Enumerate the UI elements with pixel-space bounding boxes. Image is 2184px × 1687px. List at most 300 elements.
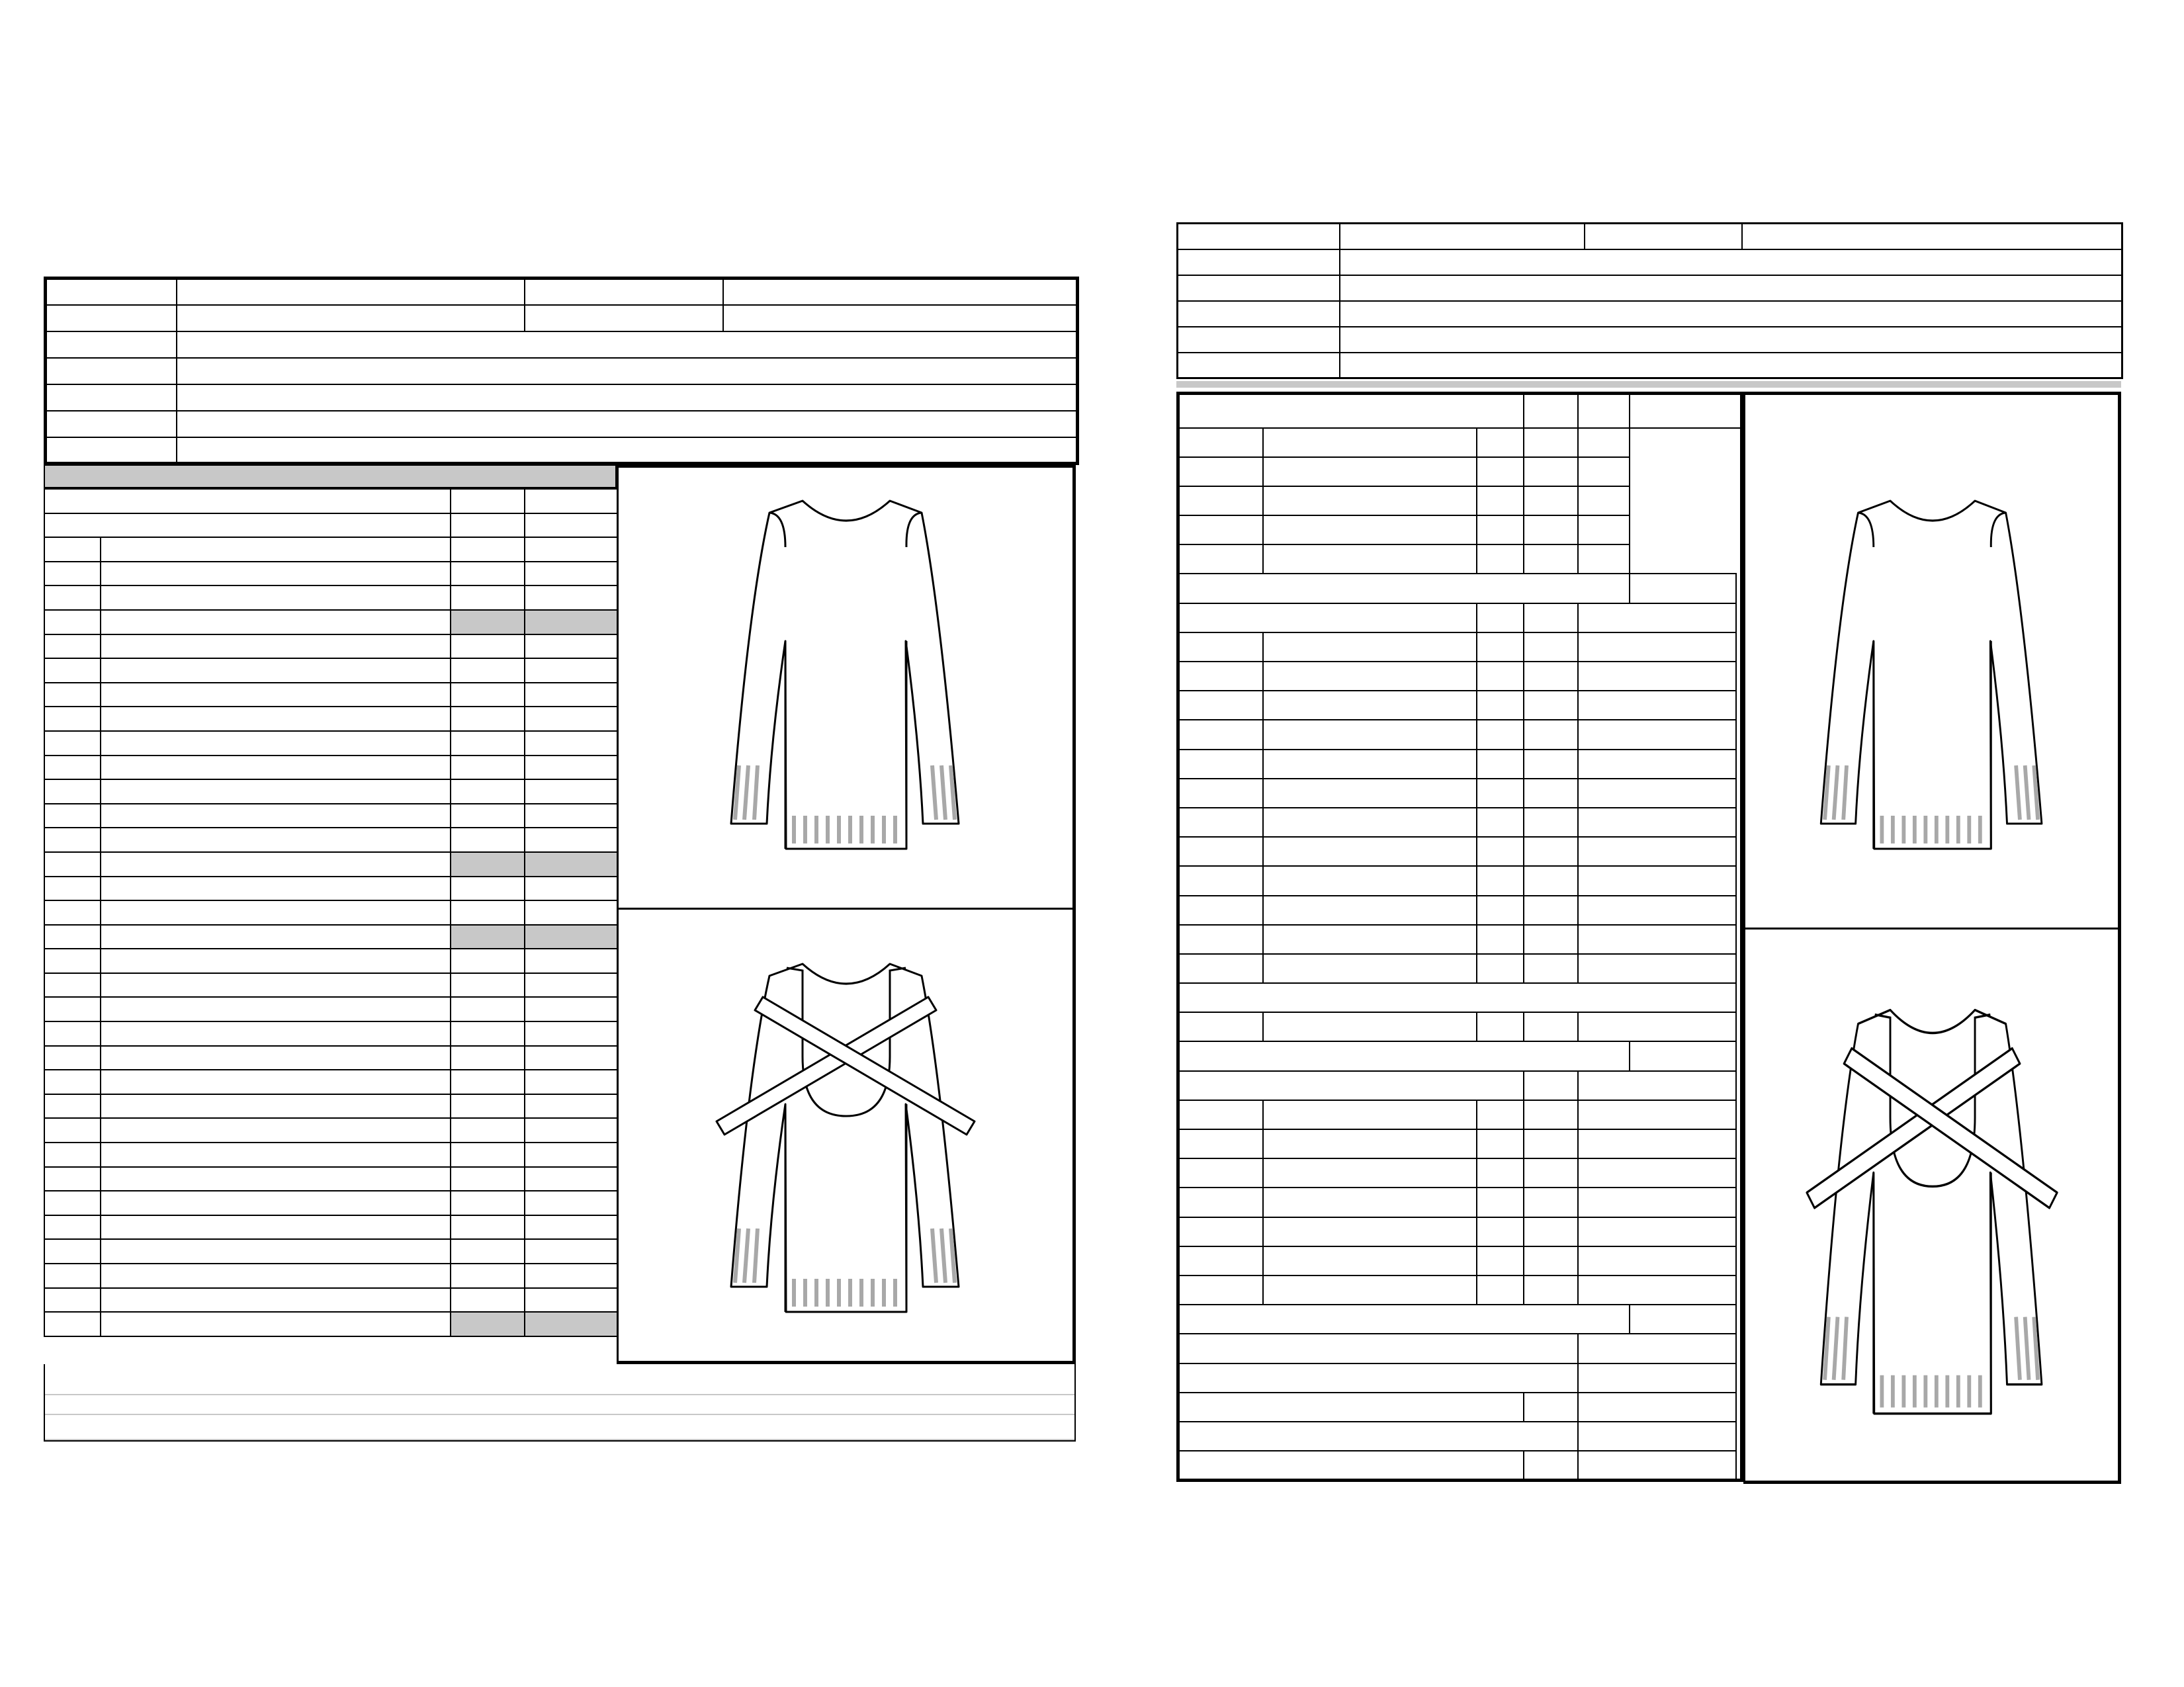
description-value[interactable]: [177, 358, 1078, 384]
trim-quantity[interactable]: [1477, 896, 1524, 925]
wash-quantity[interactable]: [1477, 1012, 1524, 1041]
fabric-label: [1178, 544, 1263, 574]
pom-tolerance[interactable]: [451, 1264, 525, 1288]
pom-tolerance[interactable]: [451, 900, 525, 925]
pom-original[interactable]: [525, 707, 617, 731]
pom-number: [44, 925, 101, 949]
pom-original[interactable]: [525, 779, 617, 804]
labor-row: [1178, 1158, 1742, 1188]
pom-original[interactable]: [525, 1046, 617, 1070]
trim-label: [1178, 808, 1263, 837]
wash-row: [1178, 1012, 1742, 1041]
fabric-description[interactable]: [1263, 486, 1477, 515]
pom-tolerance[interactable]: [451, 683, 525, 707]
fabric-amount: [1578, 486, 1630, 515]
misc-load-value[interactable]: [1578, 1334, 1736, 1363]
trim-label: [1178, 896, 1263, 925]
trim-description[interactable]: [1263, 954, 1477, 983]
wash-amount: [1578, 1012, 1736, 1041]
garment-description-value[interactable]: [1340, 301, 2122, 327]
sample-size-label: [46, 411, 177, 437]
labor-quantity[interactable]: [1477, 1129, 1524, 1158]
trim-amount: [1578, 896, 1736, 925]
misc-load-label: [1178, 1334, 1578, 1363]
cost-label-value[interactable]: [1340, 275, 2122, 301]
trim-quantity[interactable]: [1477, 720, 1524, 749]
cost-front-flat-box: [1745, 395, 2118, 930]
total-labor-label: [1178, 1305, 1630, 1334]
labor-description[interactable]: [1263, 1217, 1477, 1246]
pom-description: [101, 634, 451, 659]
season-label: [46, 305, 177, 331]
fabric-description[interactable]: [1263, 457, 1477, 486]
trim-description[interactable]: [1263, 691, 1477, 720]
total-cost-row: [1178, 1363, 1742, 1393]
fabric-unit-price[interactable]: [1524, 486, 1578, 515]
fabric-label: [1178, 428, 1263, 457]
tol-header: [451, 489, 525, 513]
trim-unit-price[interactable]: [1524, 720, 1578, 749]
labor-row: [1178, 1188, 1742, 1217]
pom-description: [101, 1070, 451, 1094]
pom-number: [44, 1288, 101, 1313]
trim-amount: [1578, 925, 1736, 954]
cost-label-label: [1178, 275, 1340, 301]
trim-unit-price[interactable]: [1524, 779, 1578, 808]
pom-original[interactable]: [525, 997, 617, 1021]
season-value[interactable]: [177, 305, 525, 331]
pom-number: [44, 1167, 101, 1191]
pom-row: [44, 804, 617, 828]
pom-number: [44, 1143, 101, 1167]
pom-row: [44, 877, 617, 901]
trim-unit-price[interactable]: [1524, 632, 1578, 662]
labor-description[interactable]: [1263, 1276, 1477, 1305]
pom-description: [101, 1215, 451, 1240]
labor-description[interactable]: [1263, 1246, 1477, 1276]
trim-quantity[interactable]: [1477, 837, 1524, 866]
pom-original[interactable]: [525, 658, 617, 683]
trim-label: [1178, 720, 1263, 749]
style-value[interactable]: [177, 279, 525, 305]
labor-price[interactable]: [1524, 1100, 1578, 1129]
fabric-unit[interactable]: [1477, 457, 1524, 486]
pom-original[interactable]: [525, 634, 617, 659]
trim-quantity[interactable]: [1477, 662, 1524, 691]
wash-price[interactable]: [1524, 1012, 1578, 1041]
pom-original[interactable]: [525, 610, 617, 634]
pom-number: [44, 731, 101, 756]
trim-description[interactable]: [1263, 925, 1477, 954]
cost-body: [1178, 394, 1742, 1481]
pom-original[interactable]: [525, 1239, 617, 1264]
pom-tolerance[interactable]: [451, 804, 525, 828]
fabric-amount: [1578, 428, 1630, 457]
trim-description[interactable]: [1263, 632, 1477, 662]
technical-designer-value[interactable]: [723, 305, 1078, 331]
pom-number: [44, 707, 101, 731]
pom-tolerance[interactable]: [451, 585, 525, 610]
garment-description-label: [1178, 301, 1340, 327]
labor-price[interactable]: [1524, 1158, 1578, 1188]
pom-tolerance[interactable]: [451, 1288, 525, 1313]
pom-row: [44, 562, 617, 586]
pom-original[interactable]: [525, 1215, 617, 1240]
pom-empty-row: [44, 1215, 617, 1240]
pom-tolerance[interactable]: [451, 1191, 525, 1215]
msrp-percent[interactable]: [1524, 1451, 1578, 1480]
pom-description: [101, 610, 451, 634]
trim-description[interactable]: [1263, 808, 1477, 837]
trim-amount: [1578, 662, 1736, 691]
pom-tolerance[interactable]: [451, 658, 525, 683]
trim-header-row: [1178, 603, 1742, 632]
fabric-description[interactable]: [1263, 515, 1477, 544]
pom-original[interactable]: [525, 828, 617, 852]
total-labor-row: [1178, 1305, 1742, 1334]
trim-unit-price[interactable]: [1524, 896, 1578, 925]
pom-original[interactable]: [525, 1312, 617, 1336]
pom-description: [101, 925, 451, 949]
cost-separator: [1176, 381, 2121, 388]
pom-original[interactable]: [525, 925, 617, 949]
fabric-unit-price[interactable]: [1524, 544, 1578, 574]
pom-original[interactable]: [525, 1191, 617, 1215]
pom-row: [44, 1070, 617, 1094]
labor-quantity[interactable]: [1477, 1246, 1524, 1276]
pom-tolerance[interactable]: [451, 1143, 525, 1167]
cost-style-value[interactable]: [1340, 224, 1585, 249]
pom-original[interactable]: [525, 585, 617, 610]
pom-description: [101, 1288, 451, 1313]
pom-number: [44, 949, 101, 973]
wash-description[interactable]: [1263, 1012, 1477, 1041]
pom-original[interactable]: [525, 731, 617, 756]
pom-original[interactable]: [525, 537, 617, 562]
remarks-line: [45, 1394, 1074, 1395]
fabric-unit[interactable]: [1477, 486, 1524, 515]
wash-label: [1178, 1012, 1263, 1041]
amount-header: [1630, 394, 1742, 428]
original-subheader: [525, 513, 617, 538]
cost-date-label: [1585, 224, 1742, 249]
trim-description[interactable]: [1263, 750, 1477, 779]
remarks-area[interactable]: [44, 1364, 1076, 1442]
trim-unit-price[interactable]: [1524, 662, 1578, 691]
cmt-header-row: [1178, 1071, 1742, 1100]
pom-tolerance[interactable]: [451, 610, 525, 634]
fabric-label: [1178, 515, 1263, 544]
trim-unit-price[interactable]: [1524, 750, 1578, 779]
cmt-section-label: [1178, 1071, 1524, 1100]
trim-quantity[interactable]: [1477, 954, 1524, 983]
pom-tolerance[interactable]: [451, 828, 525, 852]
pom-original[interactable]: [525, 852, 617, 877]
trim-row: [1178, 632, 1742, 662]
pom-original[interactable]: [525, 973, 617, 998]
labor-amount: [1578, 1246, 1736, 1276]
pom-row: [44, 610, 617, 634]
trim-unit-price[interactable]: [1524, 691, 1578, 720]
pom-tolerance[interactable]: [451, 1167, 525, 1191]
pom-row: [44, 1046, 617, 1070]
fabric-unit-price[interactable]: [1524, 428, 1578, 457]
pom-empty-row: [44, 1191, 617, 1215]
pom-subheader: [44, 513, 451, 538]
trim-row: [1178, 662, 1742, 691]
pom-original[interactable]: [525, 1070, 617, 1094]
trim-description[interactable]: [1263, 779, 1477, 808]
fabric-unit-price[interactable]: [1524, 457, 1578, 486]
pom-number: [44, 585, 101, 610]
labor-description[interactable]: [1263, 1100, 1477, 1129]
wholesale-price-value: [1578, 1422, 1736, 1451]
trim-amount: [1578, 632, 1736, 662]
labor-quantity[interactable]: [1477, 1276, 1524, 1305]
pom-description: [101, 852, 451, 877]
trim-description[interactable]: [1263, 896, 1477, 925]
pom-number: [44, 658, 101, 683]
pom-description: [101, 1167, 451, 1191]
trim-label: [1178, 632, 1263, 662]
fabric-label: [1178, 486, 1263, 515]
trim-quantity[interactable]: [1477, 925, 1524, 954]
date-value[interactable]: [723, 279, 1078, 305]
trim-unit-price[interactable]: [1524, 808, 1578, 837]
pom-description: [101, 1046, 451, 1070]
trim-row: [1178, 691, 1742, 720]
pom-tolerance[interactable]: [451, 537, 525, 562]
remarks-line: [45, 1439, 1074, 1440]
fabric-description[interactable]: [1263, 544, 1477, 574]
cost-season-value[interactable]: [1340, 249, 2122, 275]
remarks-line: [45, 1414, 1074, 1415]
pom-tolerance[interactable]: [451, 997, 525, 1021]
trim-description[interactable]: [1263, 662, 1477, 691]
pom-original[interactable]: [525, 900, 617, 925]
labor-price[interactable]: [1524, 1129, 1578, 1158]
outside-services-label: [1178, 983, 1736, 1012]
labor-amount: [1578, 1158, 1736, 1188]
pom-tolerance[interactable]: [451, 949, 525, 973]
trim-label: [1178, 750, 1263, 779]
fabric-description[interactable]: [1263, 428, 1477, 457]
labor-amount: [1578, 1217, 1736, 1246]
trim-amount-header: [1578, 603, 1736, 632]
pom-number: [44, 1094, 101, 1119]
markup-percent[interactable]: [1524, 1393, 1578, 1422]
unit-price-header: [1578, 394, 1630, 428]
trim-description[interactable]: [1263, 720, 1477, 749]
labor-quantity[interactable]: [1477, 1158, 1524, 1188]
trim-unit-price[interactable]: [1524, 837, 1578, 866]
pom-tolerance[interactable]: [451, 731, 525, 756]
trim-unit-price[interactable]: [1524, 866, 1578, 895]
trim-unit-price[interactable]: [1524, 925, 1578, 954]
pom-tolerance[interactable]: [451, 1118, 525, 1143]
markup-label: [1178, 1393, 1524, 1422]
pom-empty-row: [44, 1264, 617, 1288]
labor-price[interactable]: [1524, 1246, 1578, 1276]
pom-original[interactable]: [525, 1094, 617, 1119]
pom-tolerance[interactable]: [451, 1021, 525, 1046]
fabric-unit[interactable]: [1477, 515, 1524, 544]
pom-tolerance[interactable]: [451, 973, 525, 998]
fabric-row: [1178, 486, 1742, 515]
pom-tolerance[interactable]: [451, 1312, 525, 1336]
trim-label: [1178, 837, 1263, 866]
pom-original[interactable]: [525, 949, 617, 973]
pom-description: [101, 731, 451, 756]
pom-tolerance[interactable]: [451, 562, 525, 586]
labor-label: [1178, 1276, 1263, 1305]
pom-original[interactable]: [525, 1021, 617, 1046]
cost-flats-panel: [1743, 392, 2121, 1484]
pom-description: [101, 1312, 451, 1336]
pom-tolerance[interactable]: [451, 1046, 525, 1070]
cost-date-value[interactable]: [1742, 224, 2122, 249]
labor-price[interactable]: [1524, 1276, 1578, 1305]
trim-quantity[interactable]: [1477, 750, 1524, 779]
trim-quantity[interactable]: [1477, 808, 1524, 837]
pom-original[interactable]: [525, 756, 617, 780]
pom-original[interactable]: [525, 683, 617, 707]
trim-quantity[interactable]: [1477, 632, 1524, 662]
labor-label: [1178, 1217, 1263, 1246]
pom-original[interactable]: [525, 1288, 617, 1313]
size-range-value[interactable]: [177, 384, 1078, 411]
labor-quantity[interactable]: [1477, 1188, 1524, 1217]
total-material-row: [1178, 574, 1742, 603]
pom-original[interactable]: [525, 562, 617, 586]
pom-number: [44, 634, 101, 659]
pom-original[interactable]: [525, 1118, 617, 1143]
pom-number: [44, 1264, 101, 1288]
fabrication-value[interactable]: [177, 437, 1078, 464]
spec-back-flat-sketch: [619, 910, 1074, 1364]
trim-quantity[interactable]: [1477, 866, 1524, 895]
pom-tolerance[interactable]: [451, 1239, 525, 1264]
pom-description: [101, 804, 451, 828]
sample-size-value[interactable]: [177, 411, 1078, 437]
pom-number: [44, 1046, 101, 1070]
pom-empty-row: [44, 1094, 617, 1119]
pom-empty-row: [44, 1118, 617, 1143]
pom-number: [44, 610, 101, 634]
pom-description: [101, 1143, 451, 1167]
labor-row: [1178, 1217, 1742, 1246]
pom-number: [44, 537, 101, 562]
pom-tolerance[interactable]: [451, 1215, 525, 1240]
pom-number: [44, 1312, 101, 1336]
msrp-row: [1178, 1451, 1742, 1480]
pom-row: [44, 949, 617, 973]
cost-description-value[interactable]: [1340, 353, 2122, 378]
pom-tolerance[interactable]: [451, 707, 525, 731]
size-range-label: [46, 384, 177, 411]
pom-description: [101, 1264, 451, 1288]
trim-label: [1178, 866, 1263, 895]
trim-description[interactable]: [1263, 837, 1477, 866]
labor-row: [1178, 1129, 1742, 1158]
pom-row: [44, 973, 617, 998]
total-trims-label: [1178, 1041, 1630, 1070]
pom-original[interactable]: [525, 1264, 617, 1288]
pom-tolerance[interactable]: [451, 634, 525, 659]
spec-back-flat-box: [619, 910, 1072, 1364]
cost-header-table: [1176, 222, 2123, 379]
pom-original[interactable]: [525, 1143, 617, 1167]
labor-description[interactable]: [1263, 1129, 1477, 1158]
trim-row: [1178, 720, 1742, 749]
pom-header: [44, 489, 451, 513]
trim-label: [1178, 954, 1263, 983]
labor-quantity[interactable]: [1477, 1100, 1524, 1129]
msrp-value: [1578, 1451, 1736, 1480]
pom-tolerance[interactable]: [451, 1094, 525, 1119]
labor-row: [1178, 1246, 1742, 1276]
pom-number: [44, 1191, 101, 1215]
pom-description: [101, 877, 451, 901]
total-material-label: [1178, 574, 1630, 603]
trim-row: [1178, 925, 1742, 954]
cost-season-label: [1178, 249, 1340, 275]
pom-tolerance[interactable]: [451, 877, 525, 901]
trim-row: [1178, 808, 1742, 837]
pom-tolerance[interactable]: [451, 1070, 525, 1094]
labor-description[interactable]: [1263, 1188, 1477, 1217]
cost-size-range-value[interactable]: [1340, 327, 2122, 353]
label-value[interactable]: [177, 331, 1078, 358]
total-cost-label: [1178, 1363, 1578, 1393]
labor-price[interactable]: [1524, 1217, 1578, 1246]
trim-row: [1178, 954, 1742, 983]
trim-description[interactable]: [1263, 866, 1477, 895]
cost-front-flat-sketch: [1745, 395, 2119, 930]
labor-amount: [1578, 1276, 1736, 1305]
spec-gray-bar: [44, 464, 617, 488]
fabric-unit[interactable]: [1477, 544, 1524, 574]
trim-amount: [1578, 837, 1736, 866]
pom-number: [44, 828, 101, 852]
pom-tolerance[interactable]: [451, 779, 525, 804]
fabric-unit-price[interactable]: [1524, 515, 1578, 544]
pom-description: [101, 900, 451, 925]
pom-original[interactable]: [525, 1167, 617, 1191]
pom-number: [44, 900, 101, 925]
labor-price[interactable]: [1524, 1188, 1578, 1217]
trim-quantity[interactable]: [1477, 779, 1524, 808]
labor-row: [1178, 1276, 1742, 1305]
trim-quantity[interactable]: [1477, 691, 1524, 720]
fabric-amount: [1578, 515, 1630, 544]
labor-quantity[interactable]: [1477, 1217, 1524, 1246]
fabric-section-label: [1178, 394, 1524, 428]
outside-services-row: [1178, 983, 1742, 1012]
tol-subheader: [451, 513, 525, 538]
pom-tolerance[interactable]: [451, 925, 525, 949]
fabric-unit[interactable]: [1477, 428, 1524, 457]
pom-tolerance[interactable]: [451, 852, 525, 877]
pom-description: [101, 1094, 451, 1119]
pom-row: [44, 852, 617, 877]
pom-tolerance[interactable]: [451, 756, 525, 780]
labor-description[interactable]: [1263, 1158, 1477, 1188]
trim-unit-price[interactable]: [1524, 954, 1578, 983]
pom-original[interactable]: [525, 877, 617, 901]
pom-description: [101, 683, 451, 707]
pom-original[interactable]: [525, 804, 617, 828]
